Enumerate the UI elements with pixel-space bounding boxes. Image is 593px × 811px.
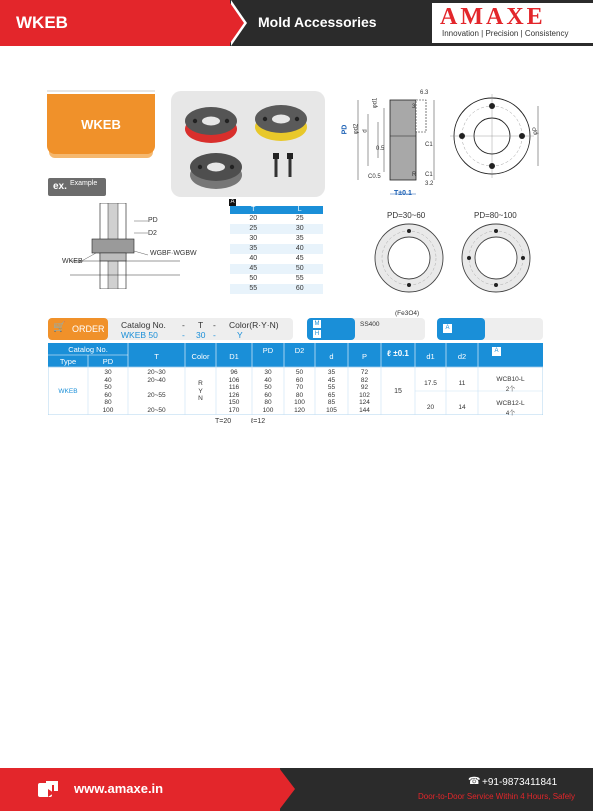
tl-cell: 50 (277, 264, 324, 274)
d1-dim-label: φd1 (372, 97, 379, 109)
spec-hdr-catalog: Catalog No. (68, 345, 108, 354)
t-tol-label: T±0.1 (394, 190, 412, 197)
spec-hdr-color: Color (191, 352, 210, 361)
spec-cell: 102 (359, 391, 370, 399)
dim-6-label: 6.3 (420, 90, 429, 96)
material-pill (307, 318, 355, 340)
d05-label: 0.5 (376, 146, 385, 152)
spec-hdr-a: A (492, 347, 501, 356)
table-row (230, 224, 323, 234)
spec-cell: 45 (327, 376, 336, 384)
spec-cell: 170 (228, 406, 240, 414)
pointer-icon (36, 779, 62, 799)
product-photo (171, 91, 325, 197)
product-tag-label: WKEB (81, 117, 121, 132)
spec-hdr-d1: D1 (229, 352, 239, 361)
table-row (230, 244, 323, 254)
spec-cell: 100 (294, 399, 305, 407)
order-t-val: 30 (196, 330, 206, 340)
phone-icon: ☎ (468, 776, 481, 787)
spec-t-col (128, 369, 185, 415)
ring-small-caption: PD=30~60 (387, 211, 426, 220)
material-value: SS400 (360, 321, 380, 328)
order-catalog-val: WKEB 50 (121, 330, 158, 340)
spec-cell: 92 (360, 384, 369, 392)
order-color-val: Y (237, 330, 243, 340)
p-dim-label: φP (532, 127, 539, 135)
spec-cell: 20~30 (147, 369, 166, 376)
spec-sd2-a: 11 (458, 380, 466, 387)
tl-cell: 40 (249, 255, 258, 262)
spec-hdr-pd: PD (102, 357, 114, 366)
example-badge (48, 178, 106, 196)
spec-cell: 70 (295, 384, 304, 392)
spec-cell: 85 (327, 399, 336, 407)
spec-cell: 144 (359, 406, 370, 414)
assembly-wgbf-label: WGBF·WGBW (150, 250, 197, 257)
section-drawing (338, 86, 458, 206)
order-pill (48, 318, 108, 340)
header-chevron (228, 0, 244, 46)
spec-sd1-b: 20 (426, 404, 435, 411)
category-title: Mold Accessories (258, 14, 377, 30)
spec-cell: 50 (295, 369, 304, 376)
spec-footnote-t: T=20 (215, 418, 232, 425)
order-dash-3: - (182, 330, 185, 340)
footer-phone[interactable]: +91-9873411841 (482, 777, 558, 788)
spec-cell: 100 (262, 406, 274, 414)
spec-cell: 150 (228, 399, 240, 407)
spec-cell: 106 (228, 376, 240, 384)
spec-cell: 116 (228, 384, 240, 392)
dim-3-label: 3 (412, 104, 416, 110)
r-label: R (412, 172, 417, 178)
spec-cell: 65 (327, 391, 336, 399)
order-t-hdr: T (198, 320, 204, 330)
accessory-pill (437, 318, 485, 340)
brand-tagline: Innovation | Precision | Consistency (442, 29, 569, 38)
table-row (230, 214, 323, 224)
spec-p-col (348, 369, 381, 415)
spec-a-a: WCB10-L (496, 376, 525, 383)
footer-tagline: Door-to-Door Service Within 4 Hours, Safely (418, 792, 575, 801)
order-catalog-hdr: Catalog No. (121, 320, 166, 330)
assembly-wkeb-label: WKEB (62, 258, 83, 265)
spec-cell: 96 (230, 369, 238, 376)
tl-header-row (230, 206, 323, 214)
spec-cell: N (198, 395, 203, 403)
spec-pd2-col (252, 369, 284, 415)
spec-cell: 80 (264, 399, 272, 407)
table-row (230, 264, 323, 274)
c1b-label: C1 (425, 172, 433, 178)
spec-cell: 60 (295, 376, 304, 384)
spec-cell (128, 384, 185, 392)
spec-d1-col (216, 369, 252, 415)
spec-cell: 20~55 (147, 391, 166, 399)
spec-footnote-l: ℓ=12 (251, 418, 266, 425)
order-dash-2: - (213, 320, 216, 330)
spec-hdr-p: P (361, 352, 367, 361)
spec-l-value: 15 (394, 388, 402, 395)
tl-header-l: L (277, 206, 324, 214)
d2-dim-label: φd2 (353, 123, 360, 135)
tl-cell: 55 (295, 275, 304, 282)
c05-label: C0.5 (368, 174, 381, 180)
tl-cell: 45 (295, 255, 304, 262)
spec-sd1-a: 17.5 (424, 380, 437, 387)
example-label: Example (70, 180, 98, 187)
spec-cell: 100 (102, 406, 114, 414)
spec-color-col (185, 380, 216, 403)
spec-d-col (315, 369, 348, 415)
example-short: ex. (53, 181, 67, 192)
assembly-pd-label: PD (148, 217, 158, 224)
spec-d2-col (284, 369, 315, 415)
cart-icon: 🛒 (53, 322, 66, 333)
order-dash-1: - (182, 320, 185, 330)
spec-cell: 50 (264, 384, 272, 392)
pd-dim-label: PD (341, 124, 349, 135)
tl-cell: 60 (277, 284, 324, 294)
spec-a-b: WCB12-L (496, 400, 525, 407)
spec-cell: 124 (359, 399, 370, 407)
spec-cell: R (198, 380, 203, 387)
d-dim-label: d (362, 129, 369, 133)
spec-cell: 80 (104, 399, 112, 407)
footer-chevron (279, 768, 295, 810)
front-view-drawing (450, 92, 540, 182)
spec-cell: 20~50 (147, 406, 166, 414)
tl-cell: 25 (230, 224, 277, 234)
material-icon-h: H (314, 331, 320, 337)
tl-cell: 25 (295, 215, 304, 222)
product-title: WKEB (16, 13, 68, 32)
order-dash-4: - (213, 330, 216, 340)
spec-hdr-t: T (154, 352, 159, 361)
c1a-label: C1 (425, 142, 433, 148)
assembly-d2-label: D2 (148, 230, 157, 237)
spec-cell: Y (198, 387, 203, 395)
spec-pd-col (88, 369, 128, 415)
spec-a-b-qty: 4个 (505, 411, 516, 417)
tl-cell: 30 (249, 235, 258, 242)
tl-cell: 55 (230, 284, 277, 294)
ring-large-drawing (460, 222, 532, 294)
brand-logo: AMAXE (440, 4, 546, 30)
spec-cell: 30 (264, 369, 272, 376)
dim-32-label: 3.2 (425, 181, 434, 187)
ring-large-caption: PD=80~100 (474, 211, 517, 220)
tl-cell: 30 (277, 224, 324, 234)
spec-a-a-qty: 2个 (505, 387, 516, 393)
spec-hdr-d: d (329, 352, 334, 361)
table-row (230, 234, 323, 244)
order-label: ORDER (72, 324, 105, 334)
tl-cell: 35 (230, 244, 277, 254)
spec-cell: 105 (326, 406, 337, 414)
spec-sd2-b: 14 (458, 404, 466, 411)
assembly-drawing (70, 203, 180, 289)
spec-cell: 40 (264, 376, 272, 384)
spec-hdr-sd1: d1 (426, 352, 435, 361)
table-row (230, 274, 323, 284)
tl-cell: 45 (230, 264, 277, 274)
spec-cell: 80 (295, 391, 304, 399)
spec-cell: 50 (104, 384, 112, 392)
accessory-icon: A (443, 324, 452, 333)
material-icon-m: M (314, 321, 320, 327)
spec-cell: 40 (104, 376, 112, 384)
spec-cell: 60 (264, 391, 272, 399)
order-color-hdr: Color(R·Y·N) (229, 320, 279, 330)
spec-cell: 35 (327, 369, 336, 376)
spec-cell: 126 (228, 391, 240, 399)
t-l-table (230, 206, 323, 294)
tl-table-badge: A (230, 199, 235, 205)
spec-type-value: WKEB (58, 388, 78, 395)
tl-header-t: T (230, 206, 277, 214)
tl-cell: 50 (249, 275, 258, 282)
product-photo-art (171, 91, 325, 197)
spec-hdr-pd2: PD (262, 346, 274, 355)
spec-cell: 20~40 (147, 376, 166, 384)
spec-cell: 60 (104, 391, 112, 399)
table-row (230, 254, 323, 264)
tag-rule (47, 90, 155, 92)
spec-cell: 72 (360, 369, 369, 376)
spec-hdr-sd2: d2 (457, 352, 467, 361)
spec-cell (128, 399, 185, 407)
spec-hdr-d2: D2 (294, 346, 305, 355)
table-row (230, 284, 323, 294)
material-note: (Fe3O4) (395, 310, 420, 317)
spec-hdr-l: ℓ ±0.1 (387, 349, 409, 358)
tl-cell: 20 (249, 215, 258, 222)
spec-cell: 82 (360, 376, 369, 384)
footer-url[interactable]: www.amaxe.in (74, 781, 164, 796)
spec-hdr-type: Type (59, 357, 77, 366)
ring-small-drawing (373, 222, 445, 294)
spec-cell: 55 (327, 384, 336, 392)
spec-cell: 30 (104, 369, 112, 376)
tl-cell: 35 (295, 235, 304, 242)
tl-cell: 40 (277, 244, 324, 254)
spec-cell: 120 (294, 406, 305, 414)
